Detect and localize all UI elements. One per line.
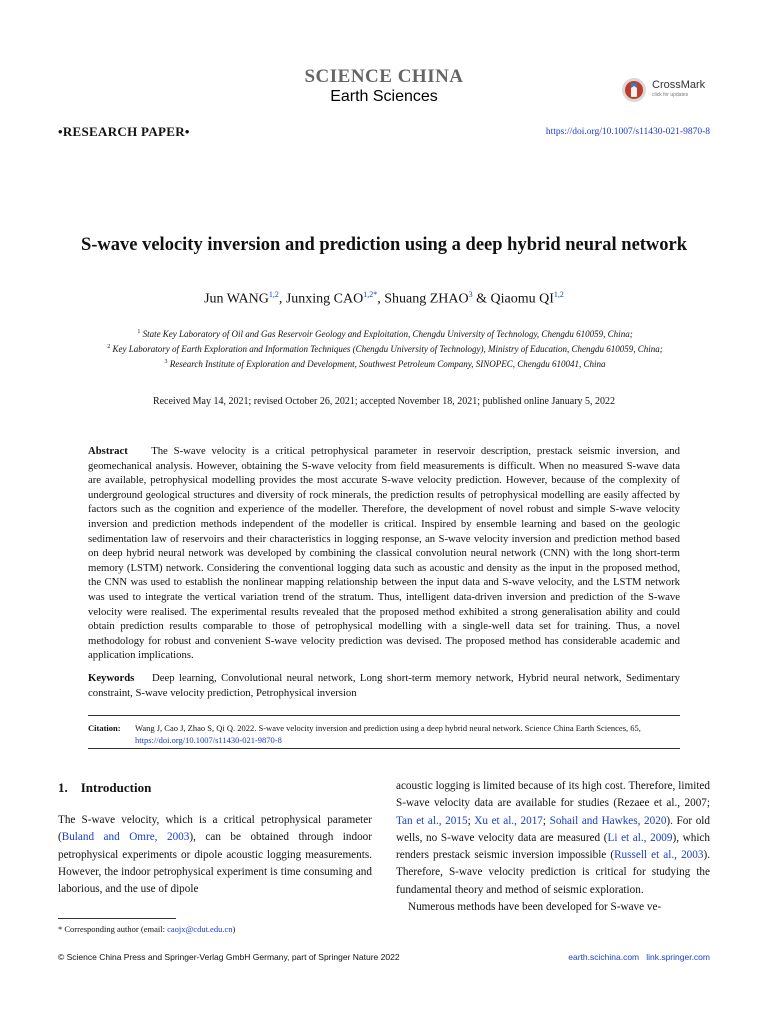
affiliation-num: 3 [164, 359, 168, 365]
body-text: The S-wave velocity, which is a critical petrophysical parameter ( [58, 814, 372, 844]
affiliation [90, 356, 680, 371]
body-text: ), which renders prestack seismic inversion impossible ( [396, 831, 710, 862]
reference-link[interactable]: Tan et al., 2015 [396, 814, 468, 827]
citation-rule-bottom [88, 748, 680, 749]
journal-name: SCIENCE CHINA [304, 66, 464, 87]
author-list [0, 290, 768, 308]
abstract [88, 444, 680, 663]
keywords [88, 671, 680, 700]
publication-dates: Received May 14, 2021; revised October 26, 2021; accepted November 18, 2021; published online January 5, 2022 [152, 396, 616, 407]
citation-rule-top [88, 715, 680, 716]
affiliation-num: 1 [137, 329, 141, 335]
crossmark-badge[interactable] [621, 77, 721, 103]
reference-link[interactable]: Sohail and Hawkes, 2020 [549, 814, 667, 827]
abstract-label: Abstract [88, 445, 128, 457]
reference-link[interactable]: Li et al., 2009 [607, 831, 673, 844]
intro-column-left [58, 812, 372, 898]
reference-link[interactable]: Buland and Omre, 2003 [61, 831, 190, 844]
body-text: ). For old wells, no S-wave velocity data are measured ( [396, 814, 710, 844]
intro-column-right [396, 778, 710, 916]
citation-body [135, 722, 680, 746]
paper-title: S-wave velocity inversion and prediction using a deep hybrid neural network [80, 235, 688, 255]
citation-label: Citation: [88, 723, 121, 733]
author-sep: & [472, 291, 491, 307]
footnote [58, 924, 235, 934]
affiliation-text: Research Institute of Exploration and Development, Southwest Petroleum Company, SINOPEC, Chengdu 610041, China [169, 359, 606, 369]
author-affil: 3 [468, 290, 473, 299]
email-link[interactable]: caojx@cdut.edu.cn [167, 924, 233, 934]
body-text: ; [542, 814, 550, 827]
reference-link[interactable]: Xu et al., 2017 [474, 814, 543, 827]
abstract-text: The S-wave velocity is a critical petrophysical parameter in reservoir description, prestack seismic inversion, and geomechanical analysis. However, obtaining the S-wave velocity from field measurements is difficult. When no measured S-wave data are available, petrophysical modelling provides the most accurate S-wave velocity prediction. However, because of the complexity of underground geological structures and diversity of rock minerals, the prediction results of petrophysical modelling are easily affected by factors such as the cognition and experience of the modeller. Therefore, the development of novel robust and simple S-wave velocity inversion and prediction methods independent of the modeller is critical. Inspired by ensemble learning and based on the geologic sedimentation law of reservoirs and their characteristics in logging response, an S-wave velocity inversion and prediction method based on deep hybrid neural network was developed by combining the classical convolution neural network (CNN) with the long short-term memory (LSTM) network. Considering the conventional logging data such as acoustic and density as the input in the proposed method, the CNN was used to establish the nonlinear mapping relationship between the input data and S-wave velocity, and the LSTM network was used to integrate the vertical variation trend of the stratum. Thus, intelligent data-driven inversion and prediction of the S-wave velocity were realised. The experimental results revealed that the proposed method exhibited a strong generalisation ability and could obtain prediction results comparable to those of petrophysical modelling with a single-well data set for training. Thus, a novel methodology for robust and convenient S-wave velocity prediction was devised. The proposed method has considerable academic and application implications. [88, 445, 680, 662]
section-heading: 1. Introduction [58, 780, 152, 795]
paragraph [396, 899, 710, 916]
citation-text: Wang J, Cao J, Zhao S, Qi Q. 2022. S-wave velocity inversion and prediction using a deep hybrid neural network. Science China Earth Sciences, 65, [135, 723, 641, 733]
copyright-footer: © Science China Press and Springer-Verlag GmbH Germany, part of Springer Nature 2022 [58, 952, 400, 962]
journal-subtitle: Earth Sciences [330, 88, 438, 105]
affiliation [90, 341, 680, 356]
body-text: Numerous methods have been developed for S-wave ve- [408, 901, 662, 914]
affiliation-num: 2 [107, 344, 111, 350]
body-text: ). Therefore, S-wave velocity prediction is critical for studying the fundamental theory and method of seismic exploration. [396, 849, 710, 896]
body-text: acoustic logging is limited because of its high cost. Therefore, limited S-wave velocity data are available for studies (Rezaee et al., 2007; [396, 780, 710, 810]
author-affil: 1,2* [363, 290, 378, 299]
author-name: Shuang ZHAO [384, 291, 469, 307]
citation-doi-link[interactable]: https://doi.org/10.1007/s11430-021-9870-8 [135, 735, 282, 745]
author-affil: 1,2 [268, 290, 279, 299]
footer-links[interactable]: earth.scichina.com link.springer.com [568, 952, 710, 962]
paper-type: •RESEARCH PAPER• [58, 124, 190, 139]
affiliation-text: State Key Laboratory of Oil and Gas Reservoir Geology and Exploitation, Chengdu University of Technology, Chengdu 610059, China; [142, 329, 633, 339]
author-affil: 1,2 [553, 290, 564, 299]
keywords-label: Keywords [88, 672, 135, 684]
footnote-rule [58, 918, 176, 919]
affiliation [90, 326, 680, 341]
author-name: Qiaomu QI [490, 291, 554, 307]
crossmark-icon [621, 77, 647, 103]
paragraph [396, 778, 710, 899]
body-text: ), can be obtained through indoor petrophysical experiments or dipole acoustic logging measurements. However, the indoor petrophysical experiment is time consuming and laborious, and the use of dipole [58, 831, 372, 896]
footnote-text: * Corresponding author (email: [58, 924, 168, 934]
author-sep: , [278, 291, 286, 307]
affiliations [90, 326, 680, 371]
body-text: ; [467, 814, 475, 827]
author-name: Junxing CAO [285, 291, 364, 307]
keywords-text: Deep learning, Convolutional neural network, Long short-term memory network, Hybrid neural network, Sedimentary constraint, S-wave velocity prediction, Petrophysical inversion [88, 672, 680, 699]
crossmark-label: CrossMark [652, 79, 706, 91]
footnote-text: ) [232, 924, 236, 934]
affiliation-text: Key Laboratory of Earth Exploration and Information Techniques (Chengdu University of Technology), Ministry of Education, Chengdu 610059, China; [112, 344, 663, 354]
doi-link[interactable]: https://doi.org/10.1007/s11430-021-9870-8 [545, 127, 710, 137]
crossmark-sub: click for updates [652, 92, 689, 98]
reference-link[interactable]: Russell et al., 2003 [614, 849, 704, 862]
author-name: Jun WANG [204, 291, 269, 307]
author-sep: , [377, 291, 385, 307]
